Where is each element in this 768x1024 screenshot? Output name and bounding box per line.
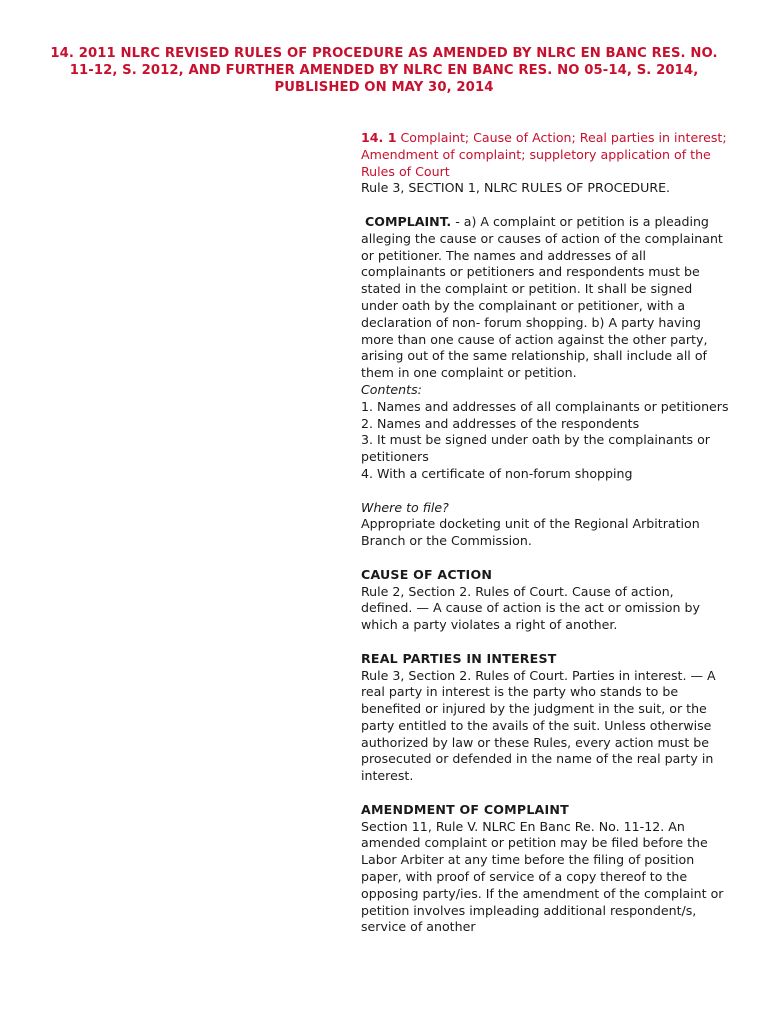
real-parties-text: Rule 3, Section 2. Rules of Court. Parties in interest. — A real party in interest is the party who stands to be benefited or injured by the judgment in the suit, or the party entitled to the avails of the suit. Unless otherwise authorized by law or these Rules, every action must be prosecuted or defended in the name of the real party in interest. <box>361 667 716 784</box>
amendment-heading: AMENDMENT OF COMPLAINT <box>361 801 569 817</box>
contents-item: 4. With a certificate of non-forum shopping <box>361 465 633 481</box>
section-rule-reference: Rule 3, SECTION 1, NLRC RULES OF PROCEDURE. <box>361 180 671 196</box>
complaint-label: COMPLAINT. <box>365 213 452 229</box>
document-body <box>361 130 729 936</box>
section-heading <box>361 130 729 180</box>
section-number: 14. 1 <box>361 130 397 145</box>
contents-label: Contents: <box>361 381 422 397</box>
where-to-file-label: Where to file? <box>361 499 449 515</box>
where-to-file-text: Appropriate docketing unit of the Regional Arbitration Branch or the Commission. <box>361 516 700 549</box>
real-parties-heading: REAL PARTIES IN INTEREST <box>361 650 557 666</box>
contents-item: 3. It must be signed under oath by the complainants or petitioners <box>361 432 710 465</box>
contents-item: 1. Names and addresses of all complainants or petitioners <box>361 398 729 414</box>
amendment-text: Section 11, Rule V. NLRC En Banc Re. No. 11-12. An amended complaint or petition may be filed before the Labor Arbiter at any time before the filing of position paper, with proof of service of a copy thereof to the opposing party/ies. If the amendment of the complaint or petition involves impleading additional respondent/s, service of another <box>361 818 724 935</box>
contents-item: 2. Names and addresses of the respondents <box>361 415 640 431</box>
complaint-text: - a) A complaint or petition is a pleading alleging the cause or causes of action of the complainant or petitioner. The names and addresses of all complainants or petitioners and respondents must be stated in the complaint or petition. It shall be signed under oath by the complainant or petitioner, with a declaration of non- forum shopping. b) A party having more than one cause of action against the other party, arising out of the same relationship, shall include all of them in one complaint or petition. <box>361 213 723 381</box>
complaint-paragraph <box>361 214 729 382</box>
document-title: 14. 2011 NLRC REVISED RULES OF PROCEDURE AS AMENDED BY NLRC EN BANC RES. NO. 11-12, S. 2012, AND FURTHER AMENDED BY NLRC EN BANC RES. NO 05-14, S. 2014, PUBLISHED ON MAY 30, 2014 <box>50 46 718 95</box>
cause-of-action-text: Rule 2, Section 2. Rules of Court. Cause of action, defined. — A cause of action is the act or omission by which a party violates a right of another. <box>361 583 700 633</box>
section-title: Complaint; Cause of Action; Real parties in interest; Amendment of complaint; suppletory application of the Rules of Court <box>361 130 727 179</box>
cause-of-action-heading: CAUSE OF ACTION <box>361 566 493 582</box>
